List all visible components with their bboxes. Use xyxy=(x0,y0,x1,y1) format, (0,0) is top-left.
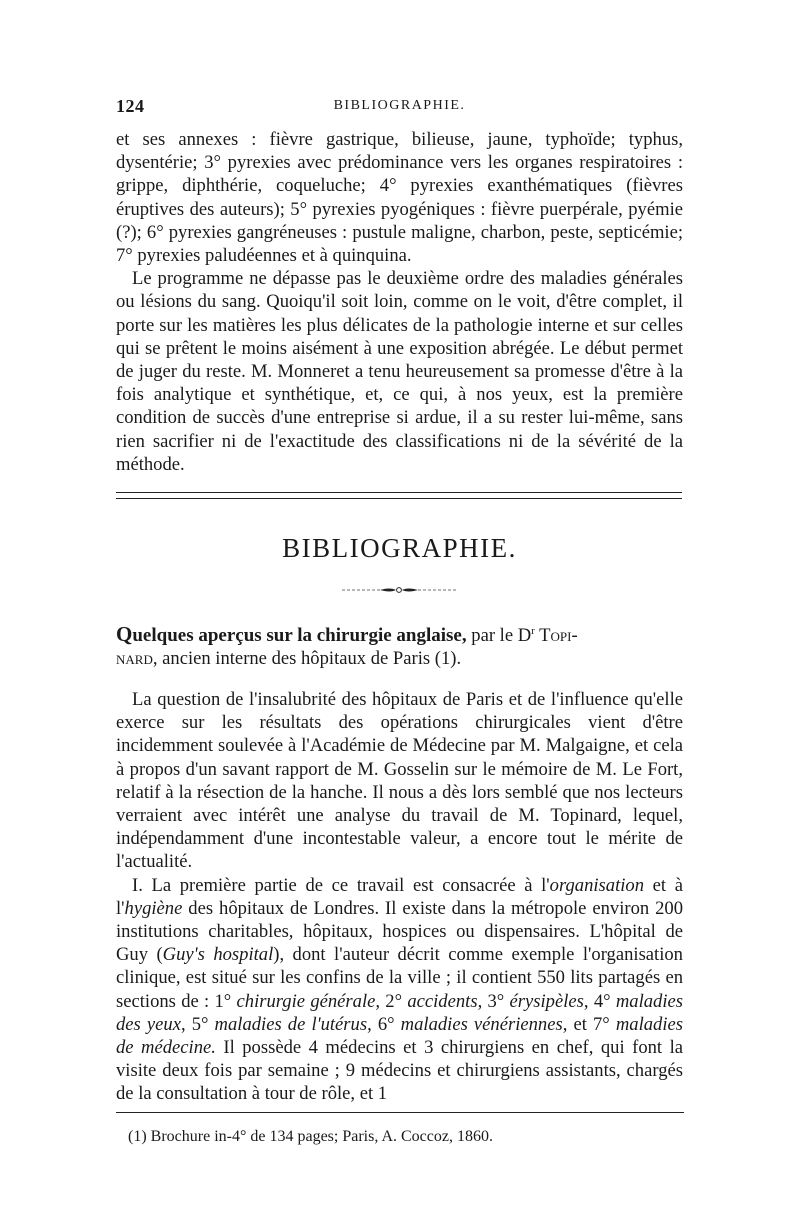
italic-term: maladies de médecine. xyxy=(116,1013,683,1059)
running-title: BIBLIOGRAPHIE. xyxy=(333,98,466,113)
italic-term: érysipèles xyxy=(509,990,584,1012)
author-description: , ancien interne des hôpitaux de Paris (1). xyxy=(152,648,462,670)
italic-term: maladies vénériennes xyxy=(400,1013,563,1035)
section-title: BIBLIOGRAPHIE. xyxy=(282,533,517,563)
text-run: des hôpitaux de Londres. Il existe dans la métropole environ 200 institutions charitables, hôpitaux, hospices ou dispensaires. L'hôpital de Guy ( xyxy=(116,897,683,966)
text-run: , 4° xyxy=(583,990,616,1012)
intro-text xyxy=(116,128,683,476)
italic-term: accidents xyxy=(407,990,478,1012)
italic-term: maladies des yeux xyxy=(116,990,683,1035)
author-name-part-2: nard xyxy=(116,648,153,670)
italic-term: Guy's hospital xyxy=(162,944,274,966)
text-run: , 5° xyxy=(180,1013,215,1035)
footnote-rule xyxy=(116,1112,684,1113)
text-run: , 3° xyxy=(477,990,510,1012)
article-byline: par le D xyxy=(466,625,532,647)
ornament-divider xyxy=(340,584,458,596)
article-title xyxy=(116,622,467,647)
text-run: , 6° xyxy=(367,1013,401,1035)
italic-term: organisation xyxy=(549,874,645,896)
doctor-abbrev-sup: r xyxy=(531,625,535,637)
text-run: ), dont l'auteur décrit comme exemple l'organisation clinique, est situé sur les confins de la ville ; il contient 550 lits partagés en sections de : 1° xyxy=(116,944,683,1012)
article-body xyxy=(116,688,683,1106)
running-head xyxy=(116,96,683,118)
intro-paragraph-2: Le programme ne dépasse pas le deuxième ordre des maladies générales ou lésions du sang. Quoiqu'il soit loin, comme on le voit, d'être complet, il porte sur les matières les plus délicates de la pathologie interne et sur celles qui se prêtent le moins aisément à une exposition abrégée. Le début permet de juger du reste. M. Monneret a tenu heureusement sa promesse d'être à la fois analytique et synthétique, et, ce qui, à nos yeux, est la première condition de succès d'une entreprise si ardue, il a su rester lui-même, sans rien sacrifier ni de l'exactitude des classifications ni de la sévérité de la méthode. xyxy=(116,268,683,475)
text-run: , et 7° xyxy=(562,1013,616,1035)
article-title-rest: uelques aperçus sur la chirurgie anglaise, xyxy=(132,625,467,647)
article-paragraph-1: La question de l'insalubrité des hôpitaux de Paris et de l'influence qu'elle exerce sur les résultats des opérations chirurgicales vient d'être incidemment soulevée à l'Académie de Médecine par M. Malgaigne, et cela à propos d'un savant rapport de M. Gosselin sur le mémoire de M. Le Fort, relatif à la résection de la hanche. Il nous a dès lors semblé que nos lecteurs verraient avec intérêt une analyse du travail de M. Topinard, lequel, indépendamment d'une incontestable valeur, a encore tout le mérite de l'actualité. xyxy=(116,689,683,873)
text-run: I. La première partie de ce travail est consacrée à l' xyxy=(132,874,550,896)
intro-paragraph-1: et ses annexes : fièvre gastrique, bilieuse, jaune, typhoïde; typhus, dysentérie; 3° pyrexies avec prédominance vers les organes respiratoires : grippe, diphthérie, coqueluche; 4° pyrexies exanthématiques (fièvres éruptives des auteurs); 5° pyrexies pyogéniques : fièvre puerpérale, pyémie (?); 6° pyrexies gangréneuses : pustule maligne, charbon, peste, septicémie; 7° pyrexies paludéennes et à quinquina. xyxy=(116,129,683,267)
section-divider-rule xyxy=(116,492,682,499)
author-name-part-1: Topi- xyxy=(534,625,578,647)
article-paragraph-2 xyxy=(116,874,683,1106)
article-title-initial: Q xyxy=(116,622,133,647)
footnote: (1) Brochure in-4° de 134 pages; Paris, A. Coccoz, 1860. xyxy=(128,1128,493,1145)
italic-term: hygiène xyxy=(124,897,183,919)
text-run: 2° xyxy=(380,990,408,1012)
text-run: et à l' xyxy=(116,874,683,919)
italic-term: maladies de l'utérus xyxy=(214,1013,368,1035)
italic-term: chirurgie générale, xyxy=(236,990,381,1012)
article-heading xyxy=(116,620,683,670)
text-run: Il possède 4 médecins et 3 chirurgiens en chef, qui font la visite deux fois par semaine ; 9 médecins et chirurgiens assistants, chargés de la consultation à tour de rôle, et 1 xyxy=(116,1037,683,1105)
page-number: 124 xyxy=(116,96,145,116)
